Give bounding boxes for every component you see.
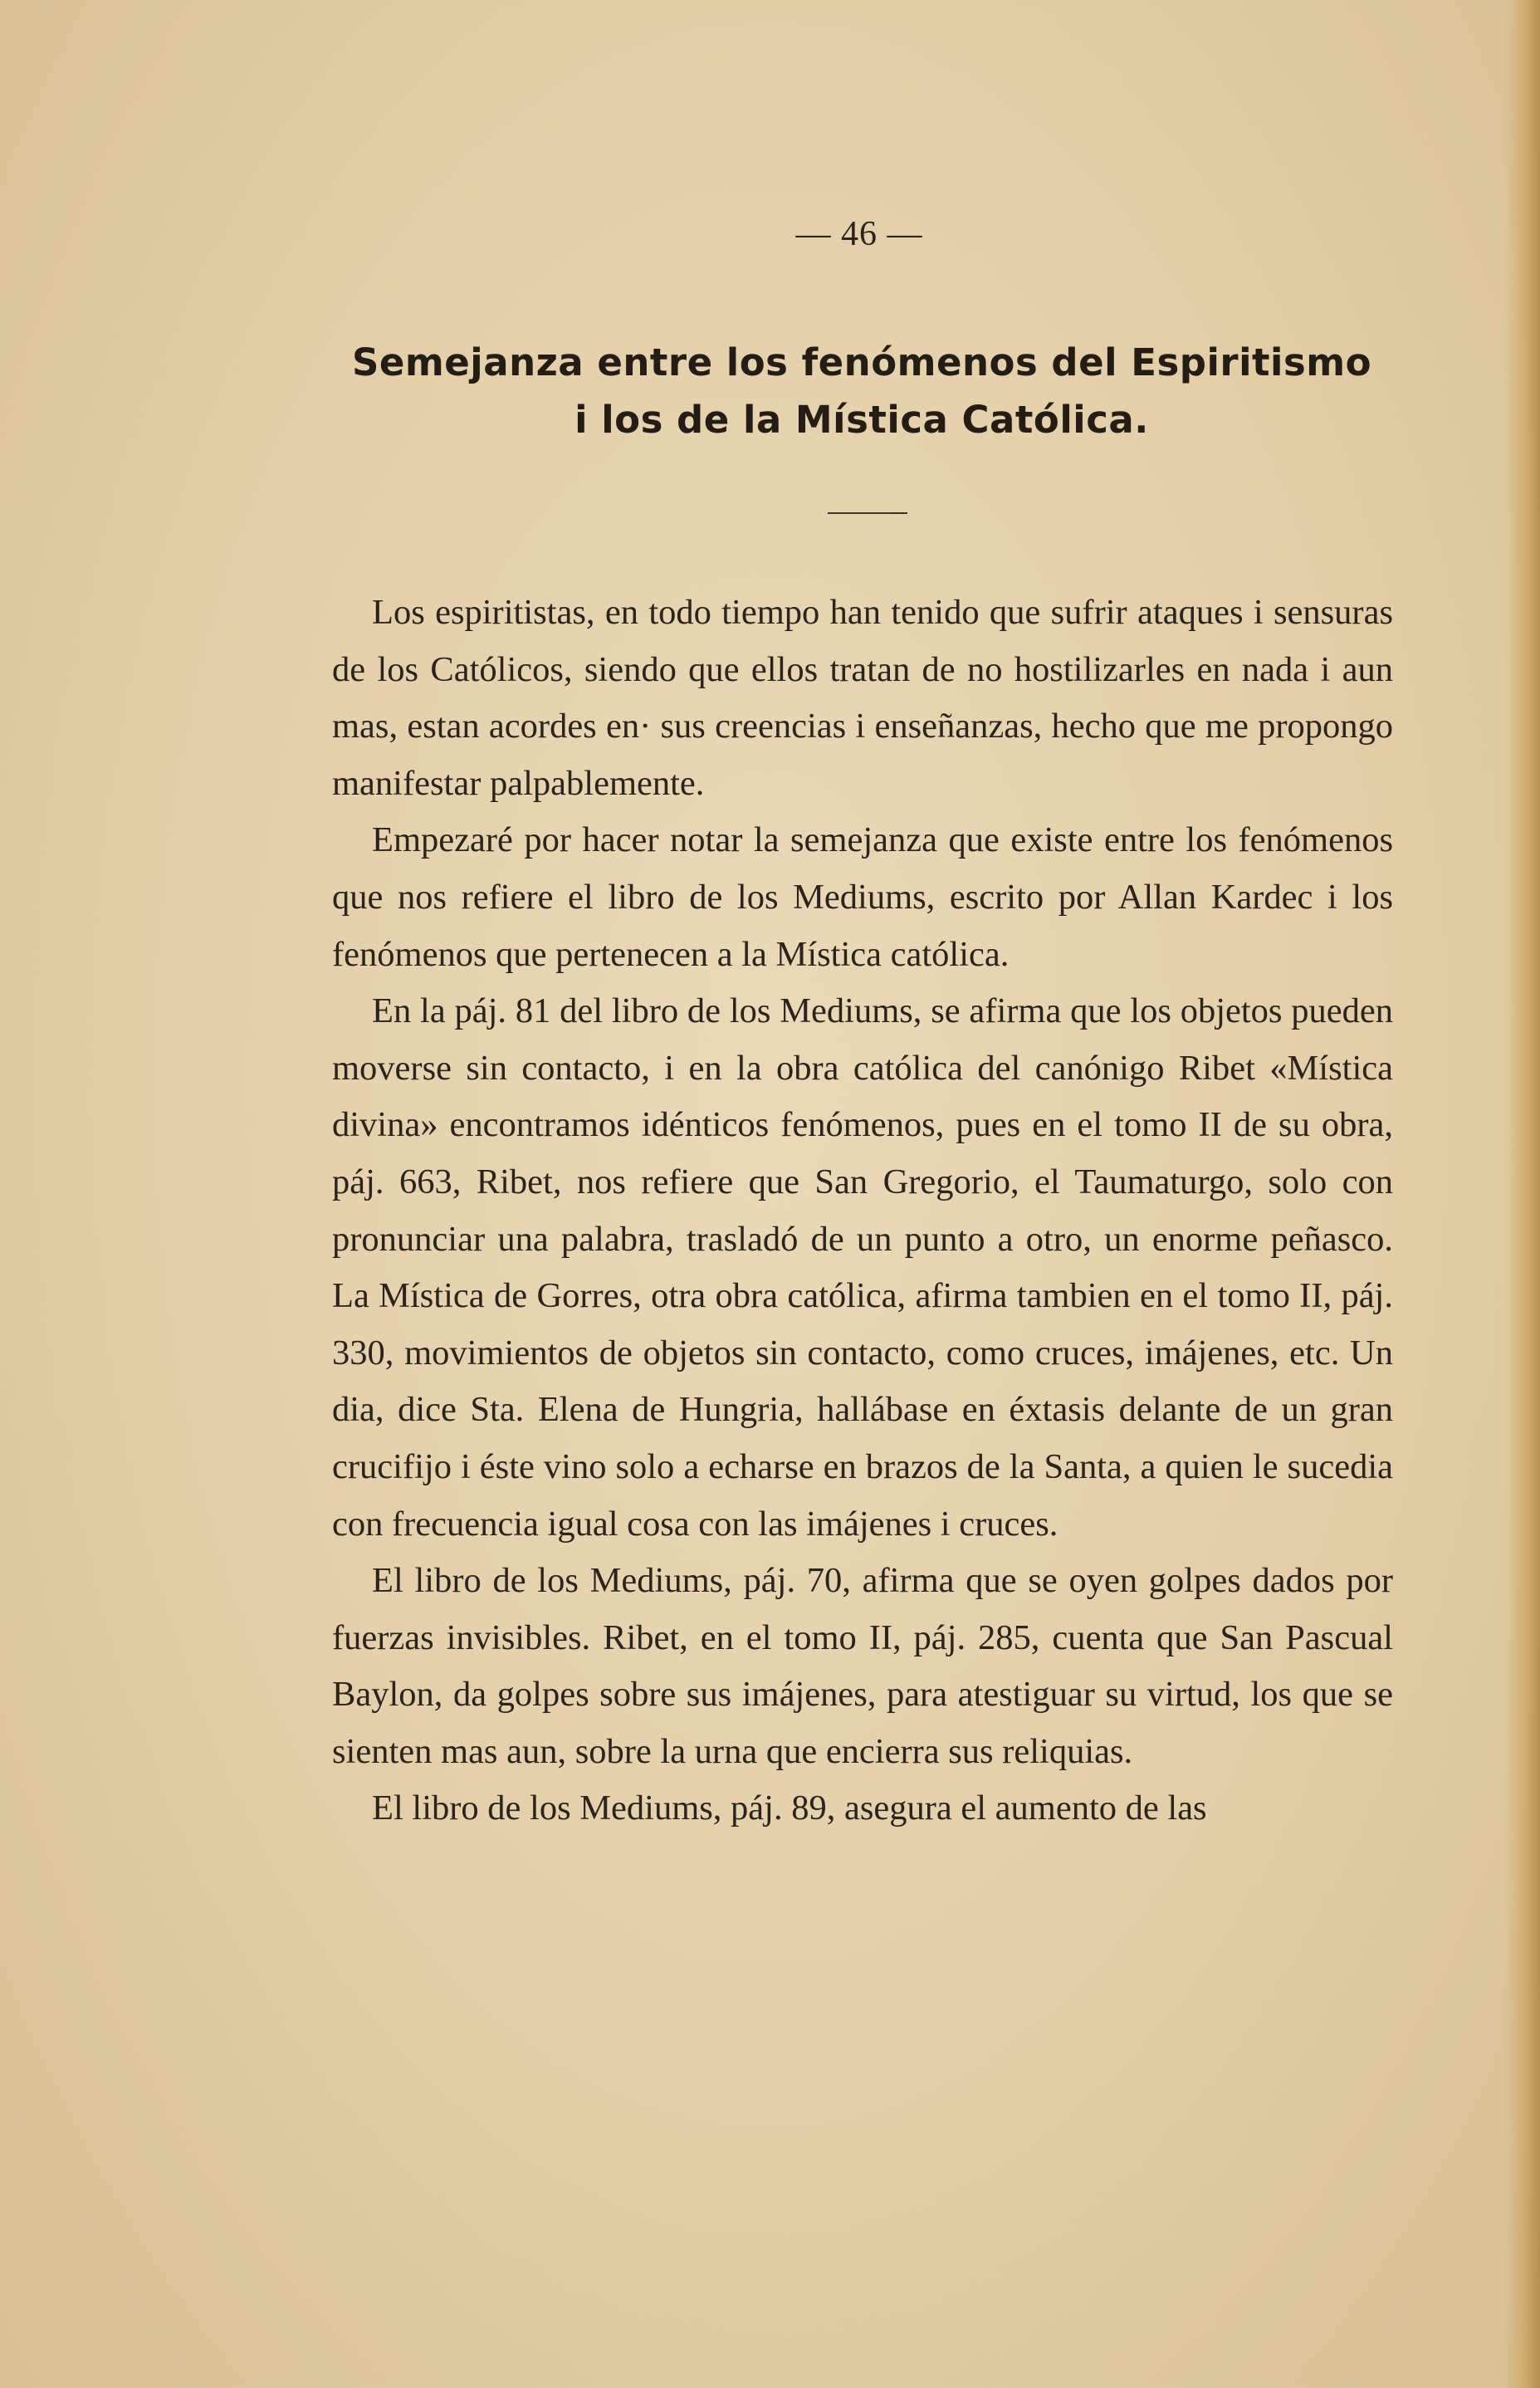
heading-line-1: Semejanza entre los fenómenos del Espiritismo xyxy=(351,340,1372,384)
page-number: — 46 — xyxy=(795,215,923,253)
paragraph-2: Empezaré por hacer notar la semejanza que existe entre los fenómenos que nos refiere el libro de los Mediums, escrito por Allan Kardec i los fenómenos que pertenecen a la Mística católica. xyxy=(332,820,1393,974)
paragraph-4: El libro de los Mediums, páj. 70, afirma que se oyen golpes dados por fuerzas invisibles. Ribet, en el tomo II, páj. 285, cuenta que San Pascual Baylon, da golpes sobre sus imájenes, para atestiguar su virtud, los que se sienten mas aun, sobre la urna que encierra sus reliquias. xyxy=(332,1561,1393,1771)
paragraph-5: El libro de los Mediums, páj. 89, asegura el aumento de las xyxy=(372,1789,1207,1828)
page-edge-stain xyxy=(1505,0,1540,2388)
paragraph-3: En la páj. 81 del libro de los Mediums, se afirma que los objetos pueden moverse sin contacto, i en la obra católica del canónigo Ribet «Mística divina» encontramos idénticos fenómenos, pues en el tomo II de su obra, páj. 663, Ribet, nos refiere que San Gregorio, el Taumaturgo, solo con pronunciar una palabra, trasladó de un punto a otro, un enorme peñasco. La Mística de Gorres, otra obra católica, afirma tambien en el tomo II, páj. 330, movimientos de objetos sin contacto, como cruces, imájenes, etc. Un dia, dice Sta. Elena de Hungria, hallábase en éxtasis delante de un gran crucifijo i éste vino solo a echarse en brazos de la Santa, a quien le sucedia con frecuencia igual cosa con las imájenes i cruces. xyxy=(332,991,1393,1544)
chapter-heading xyxy=(330,334,1393,448)
body-text xyxy=(332,585,1393,1837)
section-divider xyxy=(828,512,907,514)
paragraph-1: Los espiritistas, en todo tiempo han tenido que sufrir ataques i sensuras de los Católicos, siendo que ellos tratan de no hostilizarles en nada i aun mas, estan acordes en· sus creencias i enseñanzas, hecho que me propongo manifestar palpablemente. xyxy=(332,593,1393,803)
heading-line-2: i los de la Mística Católica. xyxy=(574,398,1149,442)
